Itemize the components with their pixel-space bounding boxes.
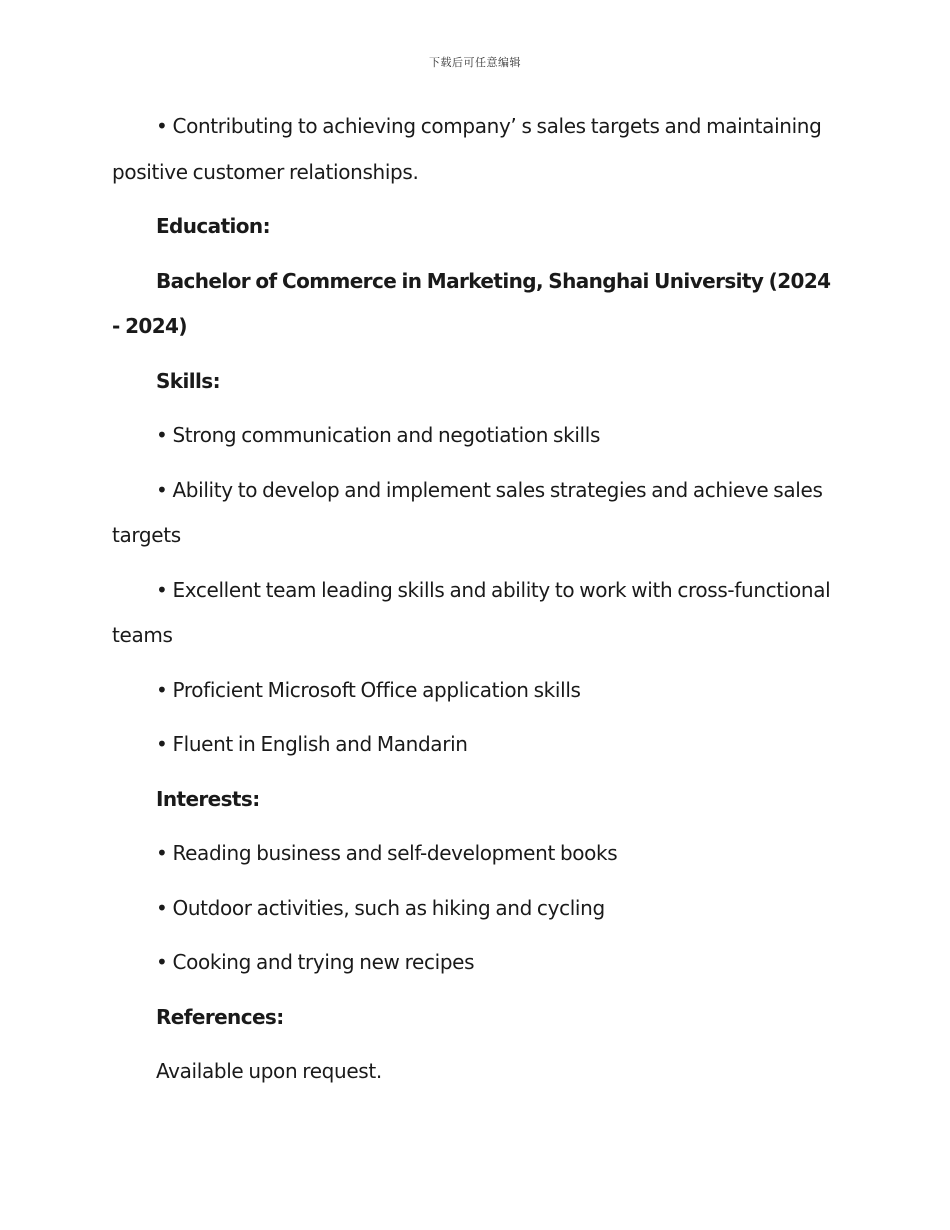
page-header: 下载后可任意编辑 [429,56,521,69]
document-body [112,104,832,1104]
skill-item: • Proficient Microsoft Office application skills [156,677,581,702]
interest-item: • Reading business and self-development books [156,841,618,865]
interest-item: • Outdoor activities, such as hiking and cycling [156,895,605,920]
experience-bullet: • Contributing to achieving company’ s sales targets and maintaining positive customer relationships. [112,114,822,184]
references-text: Available upon request. [156,1059,382,1083]
skill-item: • Excellent team leading skills and ability to work with cross-functional teams [112,577,831,647]
interests-heading: Interests: [156,786,260,811]
skill-item: • Ability to develop and implement sales strategies and achieve sales targets [112,477,823,547]
interest-item: • Cooking and trying new recipes [156,950,475,974]
skill-item: • Strong communication and negotiation skills [156,423,601,447]
education-heading: Education: [156,214,270,238]
education-degree: Bachelor of Commerce in Marketing, Shanghai University (2024 - 2024) [112,268,831,338]
references-heading: References: [156,1004,284,1029]
skill-item: • Fluent in English and Mandarin [156,732,468,756]
skills-heading: Skills: [156,368,220,393]
